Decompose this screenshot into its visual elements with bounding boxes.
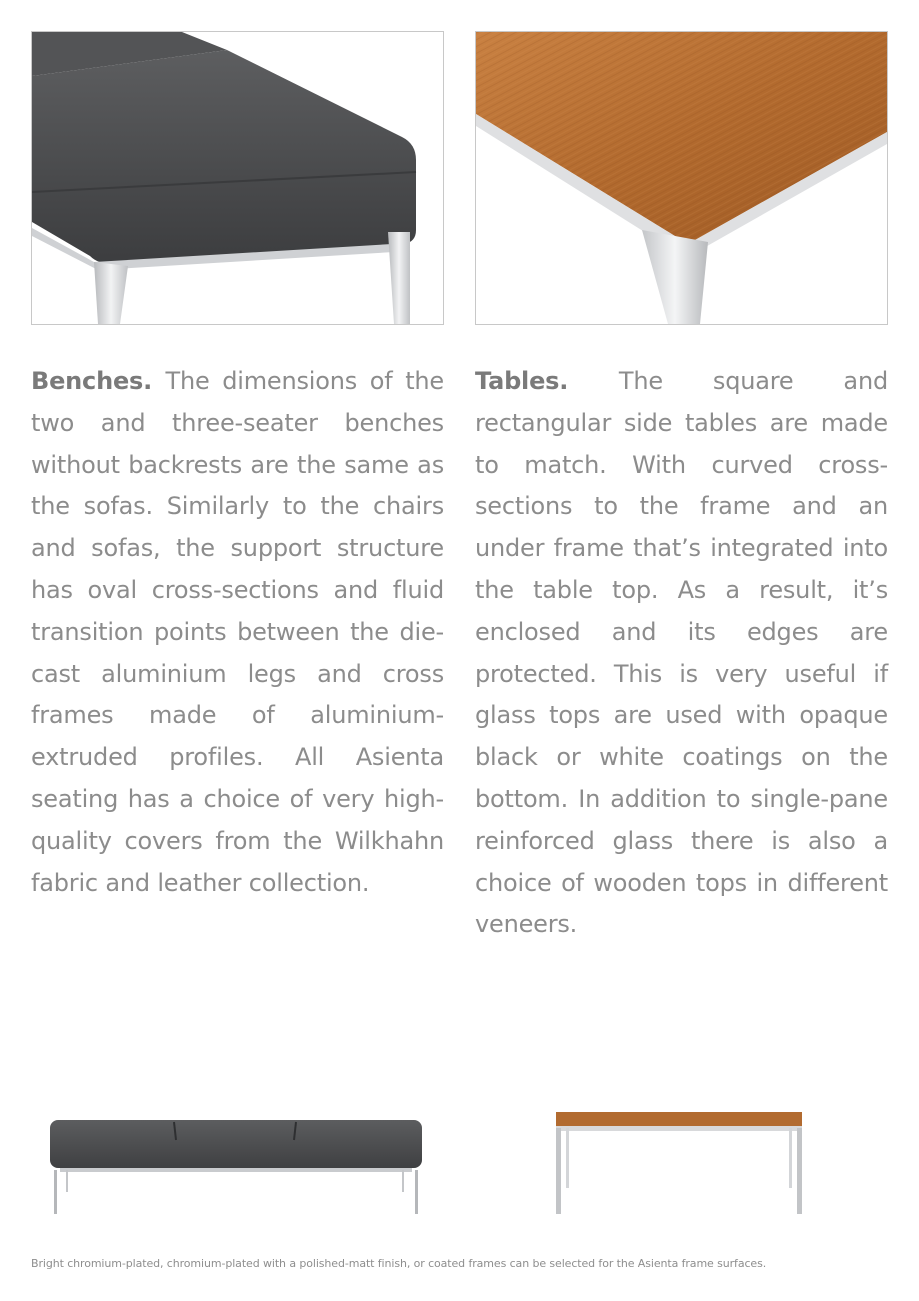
bench-detail-photo [31,31,444,325]
benches-body: The dimensions of the two and three-seater benches without backrests are the same as the sofas. Similarly to the chairs and sofas, the support structure has oval cross-sections and fluid transition points between the die-cast aluminium legs and cross frames made of aluminium-extruded profiles. All Asienta seating has a choice of very high-quality covers from the Wilkhahn fabric and leather collection. [31,367,444,897]
bench-product-image [46,1112,426,1216]
benches-heading: Benches. [31,367,166,395]
table-detail-image [476,32,887,324]
frame-finish-caption: Bright chromium-plated, chromium-plated with a polished-matt finish, or coated frames can be selected for the Asienta frame surfaces. [31,1257,767,1270]
tables-heading: Tables. [475,367,619,395]
benches-text-block [31,361,444,904]
bench-detail-image [32,32,443,324]
tables-text-block [475,361,888,946]
table-detail-photo [475,31,888,325]
table-product-image [550,1106,808,1216]
tables-body: The square and rectangular side tables are made to match. With curved cross-sections to the frame and an under frame that’s integrated into the table top. As a result, it’s enclosed and its edges are protected. This is very useful if glass tops are used with opaque black or white coatings on the bottom. In addition to single-pane reinforced glass there is also a choice of wooden tops in different veneers. [475,367,888,939]
